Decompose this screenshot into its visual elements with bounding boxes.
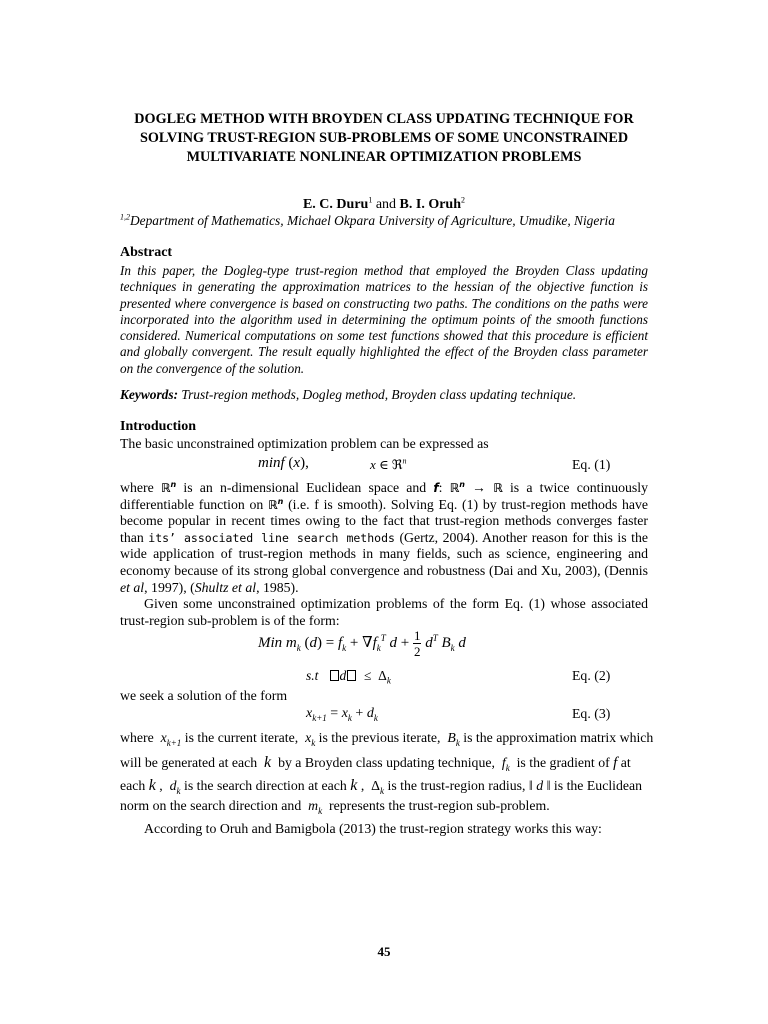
p1-text-b: is an n-dimensional Euclidean space and: [176, 480, 434, 495]
where-text-4: will be generated at each: [120, 755, 258, 770]
p1-text-e: (Gertz, 2004). Another reason for this is the wide application of trust-region methods in many fields, such as science, engineering and economy because of its strong global convergence and robustness (Dai and Xu, 2003), (Dennis: [120, 529, 648, 578]
equation-3-label: Eq. (3): [572, 706, 611, 721]
paper-title: DOGLEG METHOD WITH BROYDEN CLASS UPDATING TECHNIQUE FOR SOLVING TRUST-REGION SUB-PROBLEMS OF SOME UNCONSTRAINED MULTIVARIATE NONLINEAR OPTIMIZATION PROBLEMS: [134, 111, 634, 165]
intro-paragraph-2: Given some unconstrained optimization problems of the form Eq. (1) whose associated trust-region sub-problem is of the form:: [120, 596, 648, 628]
where-text-7: at: [620, 755, 631, 770]
p1-text-a: where: [120, 480, 161, 495]
where-line-3: each k , $d_k$ is the search direction at each k , $\Delta_k$ is the trust-region radius, ‖ d ‖ is the Euclidean: [120, 777, 643, 796]
affiliation-text: Department of Mathematics, Michael Okpara University of Agriculture, Umudike, Nigeria: [130, 213, 615, 228]
equation-1-label: Eq. (1): [572, 457, 611, 472]
where-text-13: represents the trust-region sub-problem.: [329, 798, 550, 813]
seek-line: we seek a solution of the form: [120, 688, 288, 703]
author-1: E. C. Duru: [302, 197, 369, 212]
p1-text-d: (i.e. f is smooth). Solving Eq. (1) by trust-region methods have become popular in recent times owing to the fact that trust-region methods converges faster than: [120, 496, 648, 545]
introduction-heading: Introduction: [120, 419, 196, 434]
p1-text-c: is a twice continuously differentiable function on: [120, 480, 648, 512]
where-line-2: will be generated at each k by a Broyden class updating technique, $f_k$ is the gradient of f at: [120, 754, 631, 773]
keywords-text: Trust-region methods, Dogleg method, Broyden class updating technique.: [178, 387, 577, 402]
p1-mono-text: its’ associated line search methods: [148, 530, 395, 545]
where-line-4: norm on the search direction and $m_k$ represents the trust-region sub-problem.: [120, 798, 550, 816]
equation-2-constraint: s.t $d \le \Delta_k$: [306, 668, 391, 686]
p1-text-g: , 1985).: [256, 579, 299, 595]
author-2-sup: 2: [461, 195, 466, 205]
author-conjunction: and: [372, 197, 400, 212]
p1-text-f: , 1997), (: [144, 579, 195, 595]
equation-1-domain: x ∈ ℜ$^n$: [370, 456, 407, 472]
keywords-label: Keywords:: [120, 387, 179, 402]
p1-shultz: Shultz et al: [194, 579, 257, 595]
where-text-12: norm on the search direction and: [120, 798, 302, 813]
where-text-6: is the gradient of: [516, 755, 610, 770]
author-2: B. I. Oruh: [399, 197, 462, 212]
p1-etal: et al: [120, 579, 145, 595]
where-text-10: is the trust-region radius,: [387, 778, 526, 793]
where-text-2: is the previous iterate,: [318, 730, 441, 745]
equation-2-label: Eq. (2): [572, 668, 611, 683]
abstract-text: In this paper, the Dogleg-type trust-region method that employed the Broyden Class updating techniques in generating the approximation matrices to the hessian of the objective function is presented where convergence is based on constructing two paths. The conditions on the paths were incorporated into the algorithm used in determining the optimum points of the smooth functions considered. Numerical computations on some test functions showed that this procedure is efficient and globally convergent. The result equally highlighted the effect of the Broyden class parameter on the convergence of the solution.: [120, 263, 648, 376]
where-text-9: is the search direction at each: [184, 778, 347, 793]
where-text-1: is the current iterate,: [184, 730, 299, 745]
equation-1: minf (x),: [258, 455, 309, 471]
where-text-8: each: [120, 778, 146, 793]
where-text-11: is the Euclidean: [553, 778, 643, 793]
last-line: According to Oruh and Bamigbola (2013) the trust-region strategy works this way:: [144, 821, 602, 836]
where-text-3: is the approximation matrix which: [463, 730, 654, 745]
intro-line-1: The basic unconstrained optimization problem can be expressed as: [120, 436, 489, 451]
author-line: [0, 197, 768, 213]
page-number: 45: [377, 944, 391, 959]
author-1-sup: 1: [368, 195, 373, 205]
affiliation-sup: 1,2: [120, 212, 130, 222]
keywords: [120, 387, 576, 403]
equation-2: Min $m_k$ $(d) = f_k + \nabla f_k^T$ d + $\frac{1}{2}$ $d^T$ $B_k$ d: [258, 628, 466, 659]
equation-3: $x_{k+1} = x_k + d_k$: [306, 706, 378, 723]
abstract-heading: Abstract: [120, 245, 173, 260]
where-text-5: by a Broyden class updating technique,: [278, 755, 495, 770]
where-line-1: where $x_{k+1}$ is the current iterate, $x_k$ is the previous iterate, $B_k$ is the approximation matrix which: [120, 730, 654, 748]
affiliation: [120, 213, 615, 229]
intro-paragraph-1: where ℝ$^n$ is an n-dimensional Euclidean space and f: ℝ$^n$ → ℝ is a twice continuously differentiable function on ℝ$^n$ (i.e. f is smooth). Solving Eq. (1) by trust-region methods have become popular in recent times owing to the fact that trust-region methods converges faster than its’ associated line search methods (Gertz, 2004). Another reason for this is the wide application of trust-region methods in many fields, such as science, engineering and economy because of its strong global convergence and robustness (Dai and Xu, 2003), (Dennis et al, 1997), (Shultz et al, 1985).: [120, 480, 648, 595]
